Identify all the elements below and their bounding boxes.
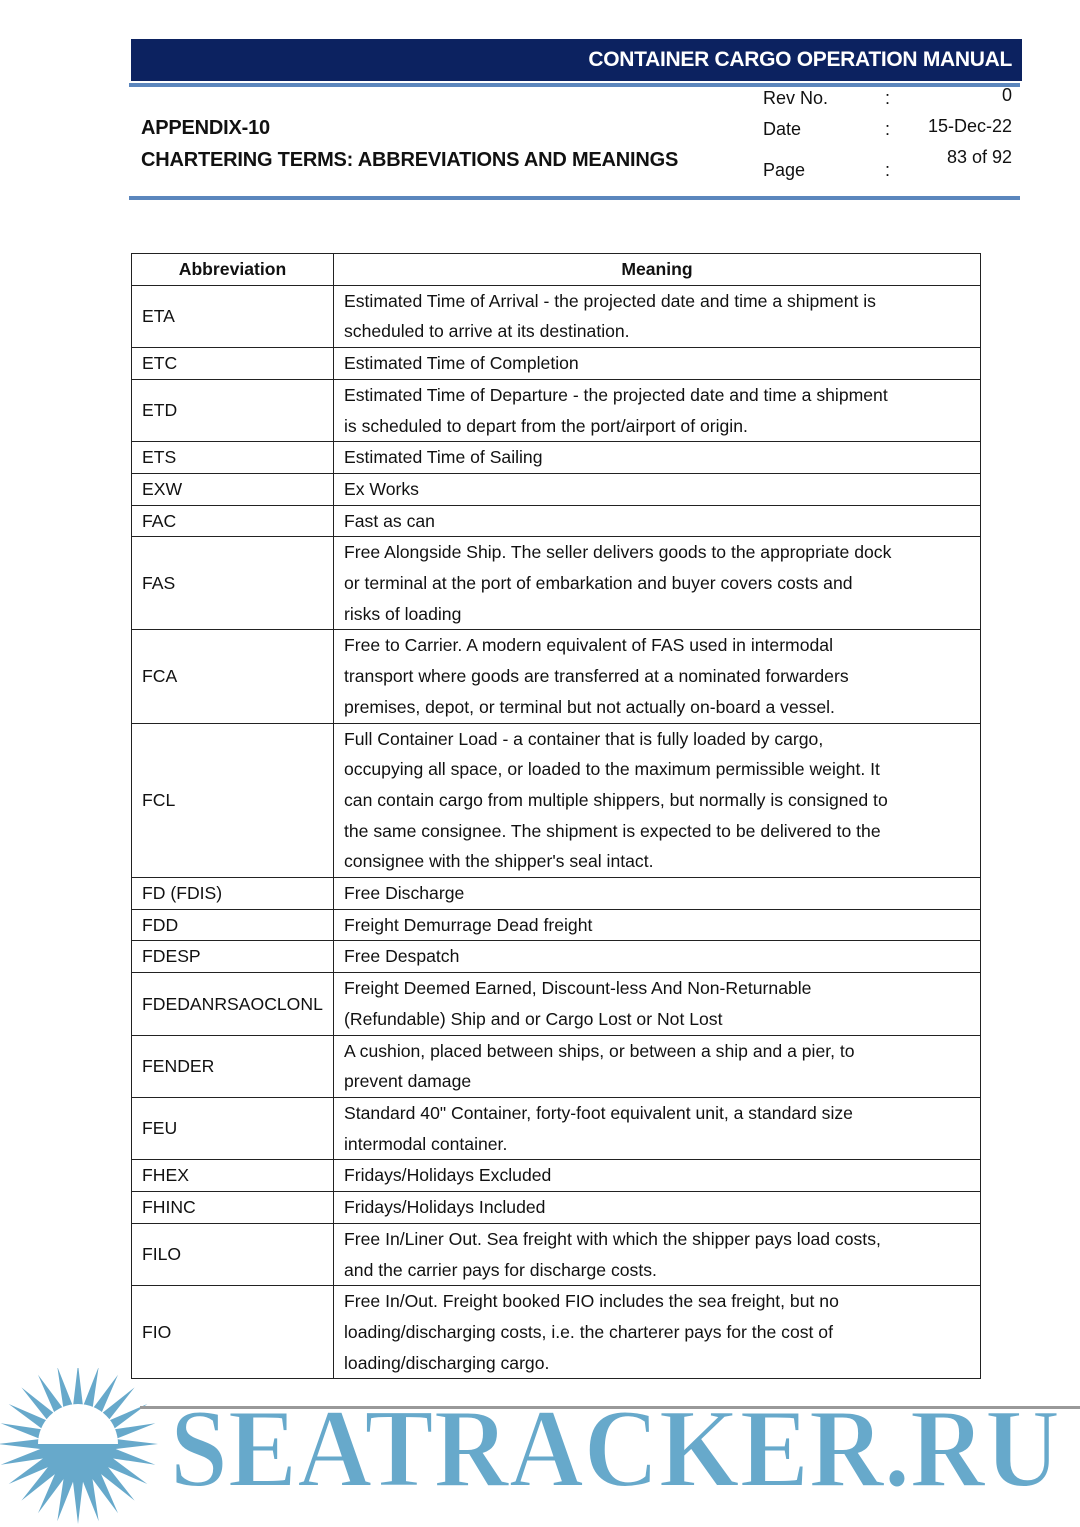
table-row	[132, 878, 981, 910]
abbreviation-cell: FIO	[132, 1286, 334, 1379]
meaning-cell	[334, 1097, 981, 1159]
abbreviation-cell: FILO	[132, 1223, 334, 1285]
meaning-cell	[334, 909, 981, 941]
meaning-cell	[334, 1192, 981, 1224]
meaning-line: is scheduled to depart from the port/airport of origin.	[344, 415, 748, 436]
meaning-line: the same consignee. The shipment is expected to be delivered to the	[344, 820, 881, 841]
meaning-cell	[334, 1286, 981, 1379]
meaning-line: risks of loading	[344, 603, 462, 624]
table-row	[132, 1097, 981, 1159]
table-row	[132, 630, 981, 723]
date-label: Date	[763, 119, 802, 139]
meaning-line: loading/discharging cargo.	[344, 1352, 550, 1373]
meaning-line: Full Container Load - a container that is fully loaded by cargo,	[344, 728, 824, 749]
table-row	[132, 973, 981, 1035]
date-value: 15-Dec-22	[927, 116, 1012, 136]
abbreviation-cell: FAS	[132, 537, 334, 630]
meaning-cell	[334, 878, 981, 910]
table-row	[132, 285, 981, 347]
manual-title: CONTAINER CARGO OPERATION MANUAL	[588, 48, 1012, 71]
meaning-line: transport where goods are transferred at a nominated forwarders	[344, 666, 849, 687]
meaning-line: Freight Deemed Earned, Discount-less And Non-Returnable	[344, 978, 812, 999]
meaning-line: Estimated Time of Sailing	[344, 447, 543, 468]
meaning-line: premises, depot, or terminal but not actually on-board a vessel.	[344, 696, 835, 717]
table-row	[132, 1286, 981, 1379]
meaning-line: Fridays/Holidays Included	[344, 1197, 546, 1218]
header-banner	[131, 39, 1022, 81]
abbreviation-cell: FDEDANRSAOCLONL	[132, 973, 334, 1035]
abbreviation-cell: FDD	[132, 909, 334, 941]
abbreviation-cell: EXW	[132, 473, 334, 505]
abbreviation-cell: FCA	[132, 630, 334, 723]
meaning-line: scheduled to arrive at its destination.	[344, 321, 630, 342]
meaning-line: Free Discharge	[344, 883, 465, 904]
meaning-cell	[334, 537, 981, 630]
meaning-cell	[334, 379, 981, 441]
meaning-line: Freight Demurrage Dead freight	[344, 914, 593, 935]
seatracker-watermark-logo	[0, 1368, 1080, 1527]
abbreviation-cell: FHEX	[132, 1160, 334, 1192]
abbreviation-cell: FCL	[132, 723, 334, 878]
meaning-line: Ex Works	[344, 478, 419, 499]
column-header-meaning: Meaning	[334, 254, 981, 286]
meaning-line: Estimated Time of Arrival - the projected date and time a shipment is	[344, 290, 876, 311]
rev-value: 0	[1001, 85, 1012, 105]
meaning-cell	[334, 1223, 981, 1285]
page-value: 83 of 92	[946, 147, 1012, 167]
meaning-line: Free to Carrier. A modern equivalent of FAS used in intermodal	[344, 635, 833, 656]
meaning-line: occupying all space, or loaded to the maximum permissible weight. It	[344, 759, 880, 780]
header-rule-top	[129, 83, 1020, 87]
meaning-line: (Refundable) Ship and or Cargo Lost or Not Lost	[344, 1008, 723, 1029]
meaning-line: Standard 40" Container, forty-foot equivalent unit, a standard size	[344, 1102, 853, 1123]
meaning-cell	[334, 973, 981, 1035]
meaning-line: Fridays/Holidays Excluded	[344, 1165, 552, 1186]
meaning-line: Free In/Liner Out. Sea freight with which the shipper pays load costs,	[344, 1228, 881, 1249]
table-row	[132, 348, 981, 380]
header-rule-bottom	[129, 196, 1020, 200]
date-colon: :	[885, 119, 891, 139]
sun-icon	[0, 1368, 158, 1524]
meaning-line: intermodal container.	[344, 1133, 508, 1154]
meaning-cell	[334, 941, 981, 973]
table-row	[132, 1160, 981, 1192]
table-row	[132, 379, 981, 441]
table-row	[132, 909, 981, 941]
meaning-line: Free Alongside Ship. The seller delivers goods to the appropriate dock	[344, 542, 892, 563]
meaning-line: Estimated Time of Departure - the projected date and time a shipment	[344, 384, 888, 405]
meaning-cell	[334, 348, 981, 380]
meaning-line: consignee with the shipper's seal intact.	[344, 851, 654, 872]
meaning-line: A cushion, placed between ships, or between a ship and a pier, to	[344, 1040, 855, 1061]
meaning-cell	[334, 285, 981, 347]
meaning-line: Free In/Out. Freight booked FIO includes the sea freight, but no	[344, 1291, 839, 1312]
table-row	[132, 723, 981, 878]
table-row	[132, 1192, 981, 1224]
abbreviation-cell: ETD	[132, 379, 334, 441]
meaning-cell	[334, 1160, 981, 1192]
table-row	[132, 537, 981, 630]
appendix-label: APPENDIX-10	[141, 117, 270, 139]
abbreviation-cell: FEU	[132, 1097, 334, 1159]
table-row	[132, 505, 981, 537]
table-row	[132, 1035, 981, 1097]
abbreviation-cell: ETA	[132, 285, 334, 347]
abbreviation-cell: FAC	[132, 505, 334, 537]
abbreviations-table	[131, 253, 981, 1379]
abbreviation-cell: ETS	[132, 442, 334, 474]
page-colon: :	[885, 160, 891, 180]
meaning-line: Fast as can	[344, 510, 435, 531]
meaning-cell	[334, 1035, 981, 1097]
table-header-row	[132, 254, 981, 286]
abbreviation-cell: FENDER	[132, 1035, 334, 1097]
meaning-line: or terminal at the port of embarkation and buyer covers costs and	[344, 573, 853, 594]
column-header-abbreviation: Abbreviation	[132, 254, 334, 286]
abbreviation-cell: ETC	[132, 348, 334, 380]
table-row	[132, 941, 981, 973]
page-label: Page	[763, 160, 806, 180]
page-title: CHARTERING TERMS: ABBREVIATIONS AND MEANINGS	[141, 149, 679, 171]
table-row	[132, 442, 981, 474]
abbreviation-cell: FHINC	[132, 1192, 334, 1224]
meaning-line: and the carrier pays for discharge costs.	[344, 1259, 657, 1280]
meaning-line: can contain cargo from multiple shippers, but normally is consigned to	[344, 789, 888, 810]
abbreviation-cell: FD (FDIS)	[132, 878, 334, 910]
meaning-cell	[334, 473, 981, 505]
rev-colon: :	[885, 88, 891, 108]
meaning-cell	[334, 442, 981, 474]
table-row	[132, 1223, 981, 1285]
watermark-text: SEATRACKER.RU	[170, 1387, 1060, 1511]
meaning-cell	[334, 630, 981, 723]
meaning-line: loading/discharging costs, i.e. the charterer pays for the cost of	[344, 1321, 833, 1342]
meaning-line: Free Despatch	[344, 946, 460, 967]
meaning-cell	[334, 505, 981, 537]
rev-label: Rev No.	[763, 88, 829, 108]
meaning-line: Estimated Time of Completion	[344, 353, 579, 374]
meaning-cell	[334, 723, 981, 878]
meaning-line: prevent damage	[344, 1071, 472, 1092]
abbreviation-cell: FDESP	[132, 941, 334, 973]
table-row	[132, 473, 981, 505]
